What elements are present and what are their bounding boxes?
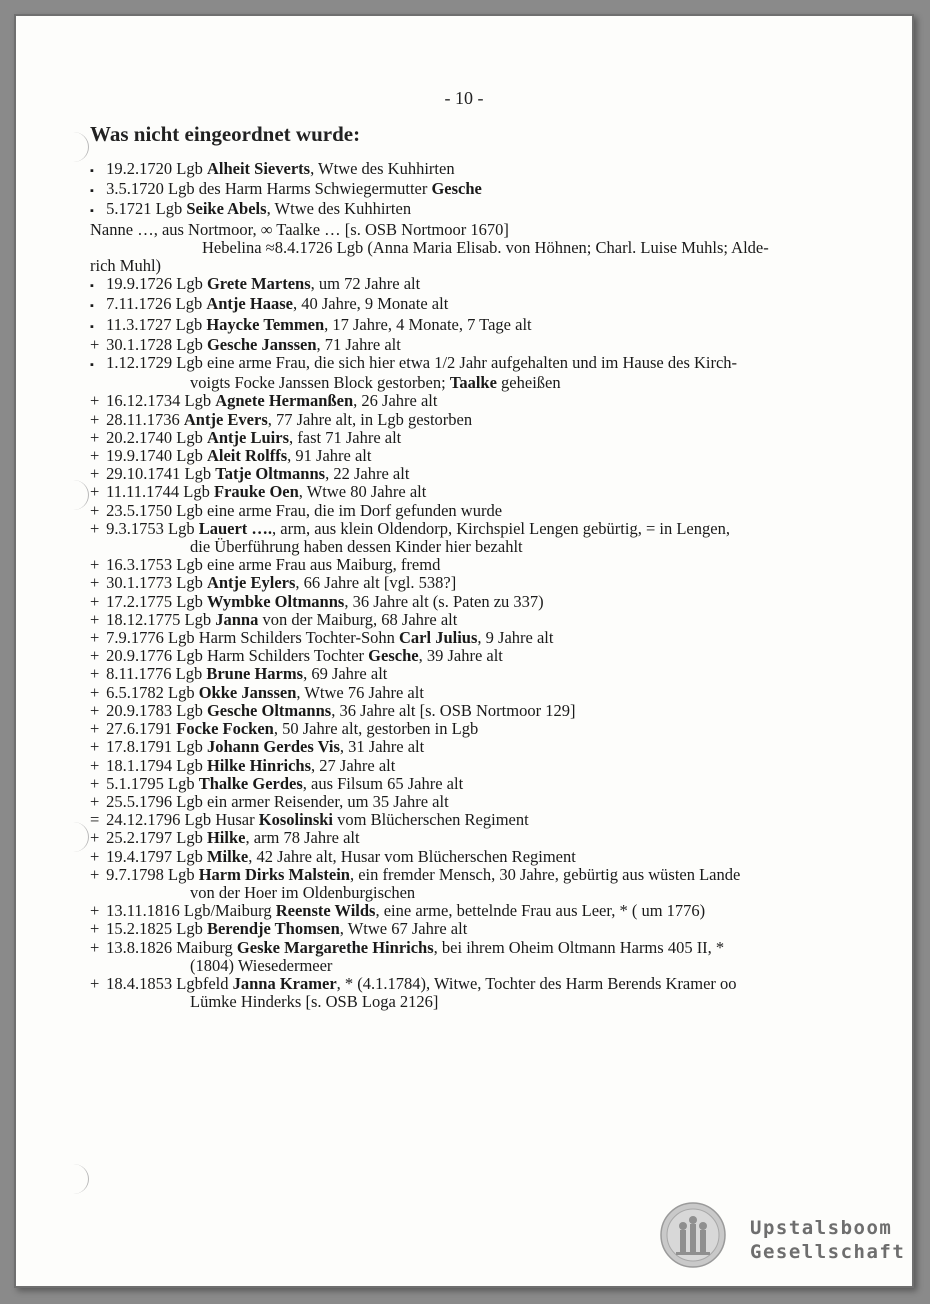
entry-text: 30.1.1773 Lgb <box>106 573 207 593</box>
entry-text: 11.11.1744 Lgb <box>106 482 214 502</box>
entry-text: 28.11.1736 <box>106 409 184 429</box>
list-item <box>90 411 870 429</box>
entry-line <box>90 702 870 720</box>
entry-text: Lümke Hinderks [s. OSB Loga 2126] <box>190 992 439 1012</box>
entry-marker: + <box>90 628 100 648</box>
entry-marker: + <box>90 755 100 775</box>
punch-hole <box>58 1164 89 1194</box>
society-name <box>750 1216 905 1264</box>
entry-marker: + <box>90 973 100 993</box>
entry-continuation <box>90 239 870 257</box>
entry-text: 29.10.1741 Lgb <box>106 464 216 484</box>
entry-text: (1804) Wiesedermeer <box>190 955 333 975</box>
entry-marker: + <box>90 737 100 757</box>
entry-text: 19.9.1726 Lgb <box>106 274 207 294</box>
entry-name: Alheit Sieverts <box>206 159 311 178</box>
entry-text: 16.3.1753 Lgb eine arme Frau aus Maiburg, fremd <box>106 555 441 575</box>
entry-text: die Überführung haben dessen Kinder hier bezahlt <box>190 537 523 557</box>
entry-marker: ▪ <box>90 185 94 198</box>
list-item <box>90 180 870 200</box>
document-page <box>14 14 914 1288</box>
entry-marker: + <box>90 646 100 666</box>
entry-continuation <box>90 538 870 556</box>
entry-marker: + <box>90 464 100 484</box>
entry-name: Wymbke Oltmanns <box>206 591 345 611</box>
entry-marker: ▪ <box>90 320 94 333</box>
entry-text: , Wtwe des Kuhhirten <box>310 159 455 178</box>
list-item <box>90 502 870 520</box>
entry-text: 20.2.1740 Lgb <box>106 427 207 447</box>
entry-marker: + <box>90 409 100 429</box>
entry-text: , 71 Jahre alt <box>316 334 401 354</box>
entry-line <box>90 793 870 811</box>
entry-marker: + <box>90 482 100 502</box>
entry-text: 15.2.1825 Lgb <box>106 919 207 939</box>
list-item <box>90 902 870 920</box>
entry-name: Geske Margarethe Hinrichs <box>236 937 434 957</box>
entry-text: , ein fremder Mensch, 30 Jahre, gebürtig aus wüsten Lande <box>349 864 741 884</box>
entry-text: von der Hoer im Oldenburgischen <box>190 882 416 902</box>
entry-line <box>90 939 870 957</box>
entry-name: Grete Martens <box>206 274 311 294</box>
entry-text: 9.7.1798 Lgb <box>106 864 199 884</box>
entry-line <box>90 295 870 315</box>
entry-text: geheißen <box>496 373 561 393</box>
entry-marker: + <box>90 500 100 520</box>
entry-line <box>90 180 870 200</box>
entry-text: , Wtwe 67 Jahre alt <box>339 919 468 939</box>
entry-line <box>90 684 870 702</box>
list-item <box>90 221 870 239</box>
entry-text: 13.11.1816 Lgb/Maiburg <box>106 901 276 921</box>
entry-text: Nanne …, aus Nortmoor, ∞ Taalke … [s. OSB Nortmoor 1670] <box>90 219 509 239</box>
entry-marker: + <box>90 682 100 702</box>
entry-text: 9.3.1753 Lgb <box>106 518 199 538</box>
entry-text: , 9 Jahre alt <box>477 628 554 648</box>
punch-hole <box>58 822 89 852</box>
entry-text: , 69 Jahre alt <box>303 664 388 684</box>
list-item <box>90 975 870 1011</box>
entry-text: 5.1721 Lgb <box>106 199 187 219</box>
entry-text: 1.12.1729 Lgb eine arme Frau, die sich hier etwa 1/2 Jahr aufgehalten und im Hause des Kirch- <box>106 353 738 373</box>
entry-text: , Wtwe 80 Jahre alt <box>298 482 427 502</box>
entry-marker: + <box>90 518 100 538</box>
entry-line <box>90 975 870 993</box>
entry-text: von der Maiburg, 68 Jahre alt <box>258 609 458 629</box>
list-item <box>90 295 870 315</box>
entry-name: Reenste Wilds <box>275 901 376 921</box>
list-item <box>90 939 870 975</box>
entry-text: 8.11.1776 Lgb <box>106 664 207 684</box>
entry-text: , um 72 Jahre alt <box>310 274 421 294</box>
entry-text: , 40 Jahre, 9 Monate alt <box>292 294 449 314</box>
entry-text: 25.5.1796 Lgb ein armer Reisender, um 35 Jahre alt <box>106 791 449 811</box>
entry-text: 30.1.1728 Lgb <box>106 334 207 354</box>
entry-marker: = <box>90 810 100 830</box>
entry-line <box>90 336 870 354</box>
page-number: - 10 - <box>444 88 484 108</box>
entry-text: , 17 Jahre, 4 Monate, 7 Tage alt <box>324 314 532 334</box>
list-item <box>90 848 870 866</box>
list-item <box>90 811 870 829</box>
list-item <box>90 866 870 902</box>
society-name-line2: Gesellschaft <box>750 1241 906 1263</box>
entry-marker: + <box>90 334 100 354</box>
entry-name: Brune Harms <box>206 664 304 684</box>
entry-marker: + <box>90 773 100 793</box>
entry-name: Carl Julius <box>399 628 478 648</box>
entry-name: Seike Abels <box>186 199 267 219</box>
entry-name: Antje Evers <box>183 409 268 429</box>
entry-text: , 27 Jahre alt <box>311 755 396 775</box>
list-item <box>90 239 870 275</box>
entry-text: , 66 Jahre alt [vgl. 538?] <box>295 573 457 593</box>
entry-continuation <box>90 257 870 275</box>
entry-text: Hebelina ≈8.4.1726 Lgb (Anna Maria Elisab. von Höhnen; Charl. Luise Muhls; Alde- <box>202 237 769 257</box>
entry-line <box>90 665 870 683</box>
entry-name: Milke <box>206 846 249 866</box>
entry-name: Agnete Hermanßen <box>215 391 354 411</box>
entry-marker: + <box>90 901 100 921</box>
entry-text: 18.1.1794 Lgb <box>106 755 207 775</box>
entry-text: 6.5.1782 Lgb <box>106 682 199 702</box>
entry-line <box>90 556 870 574</box>
entry-continuation <box>90 374 870 392</box>
entry-line <box>90 275 870 295</box>
entry-continuation <box>90 993 870 1011</box>
list-item <box>90 757 870 775</box>
entry-text: rich Muhl) <box>90 256 162 276</box>
entry-line <box>90 920 870 938</box>
entry-name: Hilke <box>206 828 246 848</box>
entry-text: 24.12.1796 Lgb Husar <box>106 810 259 830</box>
list-item <box>90 720 870 738</box>
entry-name: Harm Dirks Malstein <box>198 864 350 884</box>
list-item <box>90 200 870 220</box>
entry-marker: + <box>90 573 100 593</box>
entry-text: , 31 Jahre alt <box>339 737 425 757</box>
entry-name: Thalke Gerdes <box>198 773 303 793</box>
entry-marker: + <box>90 719 100 739</box>
entry-text: 5.1.1795 Lgb <box>106 773 199 793</box>
entry-marker: ▪ <box>90 300 94 313</box>
list-item <box>90 702 870 720</box>
entry-name: Antje Luirs <box>206 427 290 447</box>
entry-line <box>90 465 870 483</box>
entry-name: Haycke Temmen <box>206 314 325 334</box>
entry-line <box>90 354 870 374</box>
entry-text: , arm, aus klein Oldendorp, Kirchspiel Lengen gebürtig, = in Lengen, <box>272 518 730 538</box>
entry-text: , 50 Jahre alt, gestorben in Lgb <box>273 719 479 739</box>
entry-marker: ▪ <box>90 205 94 218</box>
entry-text: 17.2.1775 Lgb <box>106 591 207 611</box>
entry-text: vom Blücherschen Regiment <box>333 810 529 830</box>
section-heading: Was nicht eingeordnet wurde: <box>90 122 361 146</box>
entry-name: Gesche Janssen <box>206 334 317 354</box>
list-item <box>90 593 870 611</box>
list-item <box>90 160 870 180</box>
entry-text: 20.9.1776 Lgb Harm Schilders Tochter <box>106 646 369 666</box>
entry-marker: + <box>90 609 100 629</box>
entry-line <box>90 200 870 220</box>
entry-marker: + <box>90 427 100 447</box>
entry-line <box>90 316 870 336</box>
entry-marker: ▪ <box>90 280 94 293</box>
entry-name: Gesche Oltmanns <box>206 700 332 720</box>
list-item <box>90 684 870 702</box>
entry-line <box>90 757 870 775</box>
entry-line <box>90 775 870 793</box>
entry-marker: + <box>90 664 100 684</box>
entry-text: 18.12.1775 Lgb <box>106 609 216 629</box>
entry-text: , Wtwe des Kuhhirten <box>266 199 412 219</box>
entry-text: 7.9.1776 Lgb Harm Schilders Tochter-Sohn <box>106 628 399 648</box>
entry-text: voigts Focke Janssen Block gestorben; <box>190 373 450 393</box>
list-item <box>90 316 870 336</box>
entry-text: 16.12.1734 Lgb <box>106 391 216 411</box>
entry-name: Hilke Hinrichs <box>206 755 312 775</box>
entry-text: 19.4.1797 Lgb <box>106 846 207 866</box>
entry-continuation <box>90 884 870 902</box>
entry-line <box>90 829 870 847</box>
entry-name: Gesche <box>368 646 419 666</box>
entry-text: 7.11.1726 Lgb <box>106 294 207 314</box>
entry-marker: ▪ <box>90 359 94 372</box>
list-item <box>90 793 870 811</box>
entry-line <box>90 593 870 611</box>
entry-text: , 36 Jahre alt [s. OSB Nortmoor 129] <box>331 700 576 720</box>
list-item <box>90 829 870 847</box>
list-item <box>90 556 870 574</box>
entry-text: 18.4.1853 Lgbfeld <box>106 973 233 993</box>
punch-hole <box>58 132 89 162</box>
entry-line <box>90 429 870 447</box>
entry-text: 23.5.1750 Lgb eine arme Frau, die im Dorf gefunden wurde <box>106 500 503 520</box>
entry-text: 17.8.1791 Lgb <box>106 737 207 757</box>
list-item <box>90 629 870 647</box>
entry-text: 19.2.1720 Lgb <box>106 159 207 178</box>
entry-text: , 36 Jahre alt (s. Paten zu 337) <box>344 591 544 611</box>
entry-text: 11.3.1727 Lgb <box>106 314 207 334</box>
entry-line <box>90 160 870 180</box>
entry-line <box>90 411 870 429</box>
punch-hole <box>58 480 89 510</box>
entry-text: , 22 Jahre alt <box>325 464 410 484</box>
entry-marker: + <box>90 791 100 811</box>
entry-name: Kosolinski <box>258 810 334 830</box>
entry-text: , Wtwe 76 Jahre alt <box>296 682 424 702</box>
entry-line <box>90 647 870 665</box>
entry-name: Frauke Oen <box>213 482 299 502</box>
entry-marker: + <box>90 864 100 884</box>
list-item <box>90 336 870 354</box>
entry-line <box>90 738 870 756</box>
entry-line <box>90 221 870 239</box>
entry-marker: + <box>90 846 100 866</box>
entry-text: 27.6.1791 <box>106 719 177 739</box>
entry-line <box>90 848 870 866</box>
entry-line <box>90 611 870 629</box>
entry-name: Janna Kramer <box>232 973 337 993</box>
list-item <box>90 354 870 392</box>
entry-text: , 77 Jahre alt, in Lgb gestorben <box>267 409 473 429</box>
entry-marker: + <box>90 391 100 411</box>
entry-text: , 26 Jahre alt <box>353 391 438 411</box>
entry-line <box>90 392 870 410</box>
entry-list <box>90 160 870 1011</box>
entry-line <box>90 502 870 520</box>
list-item <box>90 574 870 592</box>
entry-line <box>90 574 870 592</box>
entry-name: Janna <box>215 609 259 629</box>
list-item <box>90 775 870 793</box>
entry-text: , eine arme, bettelnde Frau aus Leer, * ( um 1776) <box>375 901 706 921</box>
entry-text: , bei ihrem Oheim Oltmann Harms 405 II, * <box>433 937 725 957</box>
entry-line <box>90 483 870 501</box>
society-seal-icon <box>660 1202 726 1268</box>
entry-continuation <box>90 957 870 975</box>
entry-marker: + <box>90 555 100 575</box>
list-item <box>90 647 870 665</box>
entry-text: 19.9.1740 Lgb <box>106 446 207 466</box>
list-item <box>90 392 870 410</box>
entry-text: , arm 78 Jahre alt <box>245 828 360 848</box>
list-item <box>90 447 870 465</box>
entry-name: Gesche <box>431 179 482 199</box>
entry-line <box>90 811 870 829</box>
entry-line <box>90 866 870 884</box>
list-item <box>90 275 870 295</box>
entry-marker: ▪ <box>90 165 94 177</box>
entry-name: Tatje Oltmanns <box>215 464 326 484</box>
entry-marker: + <box>90 828 100 848</box>
entry-text: 13.8.1826 Maiburg <box>106 937 237 957</box>
entry-marker: + <box>90 919 100 939</box>
list-item <box>90 665 870 683</box>
entry-line <box>90 720 870 738</box>
entry-name: Focke Focken <box>176 719 274 739</box>
entry-name: Aleit Rolffs <box>206 446 288 466</box>
entry-text: 25.2.1797 Lgb <box>106 828 207 848</box>
entry-name: Johann Gerdes Vis <box>206 737 340 757</box>
entry-name: Lauert …. <box>198 518 273 538</box>
list-item <box>90 483 870 501</box>
entry-text: , 39 Jahre alt <box>418 646 503 666</box>
entry-line <box>90 629 870 647</box>
entry-marker: + <box>90 937 100 957</box>
entry-line <box>90 520 870 538</box>
entry-text: 20.9.1783 Lgb <box>106 700 207 720</box>
list-item <box>90 738 870 756</box>
entry-marker: + <box>90 446 100 466</box>
entry-line <box>90 447 870 465</box>
entry-name: Antje Eylers <box>206 573 296 593</box>
entry-text: , 91 Jahre alt <box>287 446 372 466</box>
entry-name: Okke Janssen <box>198 682 297 702</box>
entry-name: Taalke <box>449 373 497 393</box>
entry-line <box>90 902 870 920</box>
entry-marker: + <box>90 700 100 720</box>
entry-text: , 42 Jahre alt, Husar vom Blücherschen Regiment <box>248 846 576 866</box>
list-item <box>90 429 870 447</box>
list-item <box>90 920 870 938</box>
entry-text: , * (4.1.1784), Witwe, Tochter des Harm Berends Kramer oo <box>336 973 737 993</box>
society-name-line1: Upstalsboom <box>750 1217 893 1239</box>
entry-text: 3.5.1720 Lgb des Harm Harms Schwiegermutter <box>106 179 432 199</box>
list-item <box>90 611 870 629</box>
entry-text: , fast 71 Jahre alt <box>289 427 402 447</box>
entry-text: , aus Filsum 65 Jahre alt <box>302 773 464 793</box>
entry-name: Antje Haase <box>206 294 293 314</box>
list-item <box>90 465 870 483</box>
list-item <box>90 520 870 556</box>
entry-marker: + <box>90 591 100 611</box>
entry-name: Berendje Thomsen <box>206 919 340 939</box>
